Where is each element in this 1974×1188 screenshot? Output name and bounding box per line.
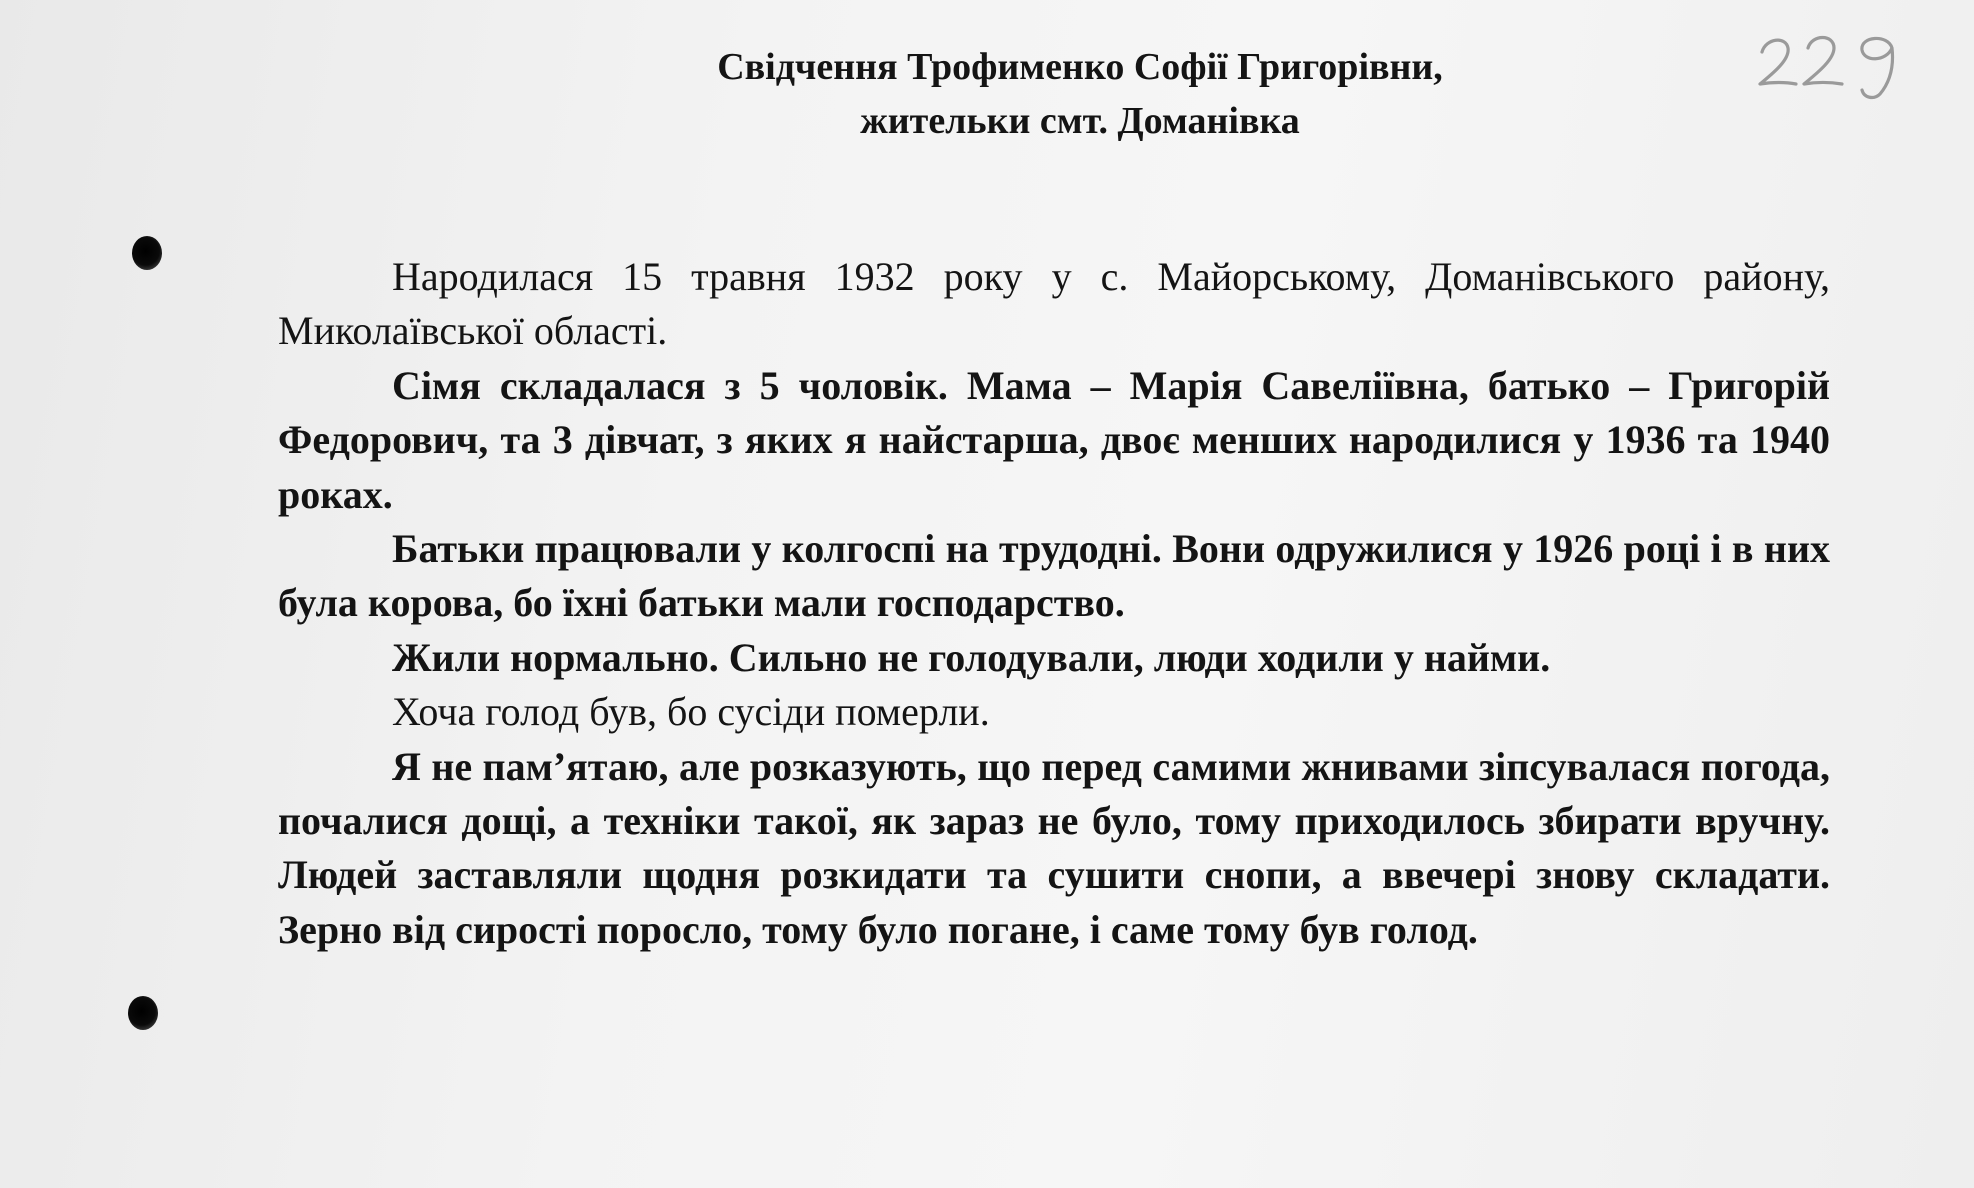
handwritten-page-number [1752, 20, 1912, 100]
paragraph-birth: Народилася 15 травня 1932 року у с. Майорському, Доманівського району, Миколаївської області. [278, 254, 1830, 354]
document-title-line-2: жительки смт. Доманівка [860, 100, 1300, 142]
paragraph-family: Сімя складалася з 5 чоловік. Мама – Марія Савеліївна, батько – Григорій Федорович, та 3 дівчат, з яких я найстарша, двоє менших народилися у 1936 та 1940 роках. [278, 362, 1830, 517]
paragraph-famine: Хоча голод був, бо сусіди померли. [392, 689, 990, 735]
document-title-line-1: Свідчення Трофименко Софії Григорівни, [717, 46, 1443, 88]
paragraph-living: Жили нормально. Сильно не голодували, люди ходили у найми. [392, 634, 1551, 680]
punch-hole [128, 996, 158, 1030]
paragraph-parents: Батьки працювали у колгоспі на трудодні. Вони одружилися у 1926 році і в них була корова, бо їхні батьки мали господарство. [278, 526, 1830, 626]
testimony-body [278, 250, 1830, 957]
punch-hole [132, 236, 162, 270]
paragraph-harvest: Я не пам’ятаю, але розказують, що перед самими жнивами зіпсувалася погода, почалися дощі, а техніки такої, як зараз не було, тому приходилось збирати вручну. Людей заставляли щодня розкидати та сушити снопи, а ввечері знову складати. Зерно від сирості поросло, тому було погане, і саме тому був голод. [278, 743, 1830, 952]
